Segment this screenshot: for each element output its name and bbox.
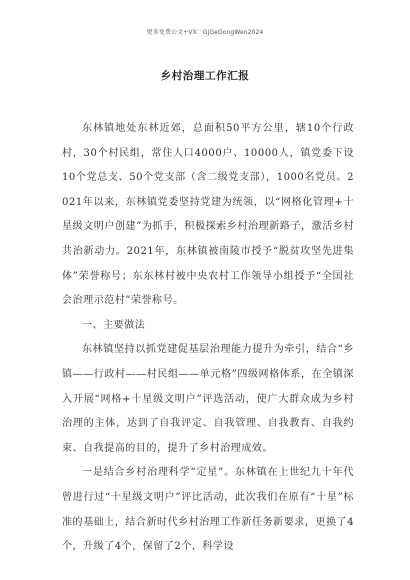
paragraph-first-point: 一是结合乡村治理科学“定星”。东林镇在上世纪九十年代曾进行过“十星级文明户”评比活动，此次我们在原有“十星”标准的基础上，结合新时代乡村治理工作新任务新要求，更换了4个，升级了4个，保留了2个，科学设 [62, 467, 354, 553]
header-note: 更多免费公文+VX：GjGeGongWen2024 [146, 29, 264, 36]
paragraph-intro: 东林镇地处东林近郊，总面积50平方公里，辖10个行政村，30个村民组，常住人口4000户、10000人，镇党委下设10个党总支、50个党支部（含二级党支部），1000名党员。2021年以来，东林镇党委坚持党建为统领，以“网格化管理+十星级文明户创建”为抓手，积极探索乡村治理新路子，激活乡村共治新动力。2021年，东林镇被南陵市授予“脱贫攻坚先进集体”荣誉称号；东东林村被中央农村工作领导小组授予“全国社会治理示范村”荣誉称号。 [62, 123, 354, 307]
paragraph-practice: 东林镇坚持以抓党建促基层治理能力提升为牵引，结合“乡镇——行政村——村民组——单元格”四级网格体系，在全镇深入开展“网格+十星级文明户”评选活动，使广大群众成为乡村治理的主体，达到了自我评定、自我管理、自我教育、自我约束、自我提高的目的，提升了乡村治理成效。 [62, 344, 354, 454]
section-heading: 一、主要做法 [82, 319, 146, 331]
document-body [62, 117, 354, 560]
document-title: 乡村治理工作汇报 [160, 70, 250, 82]
